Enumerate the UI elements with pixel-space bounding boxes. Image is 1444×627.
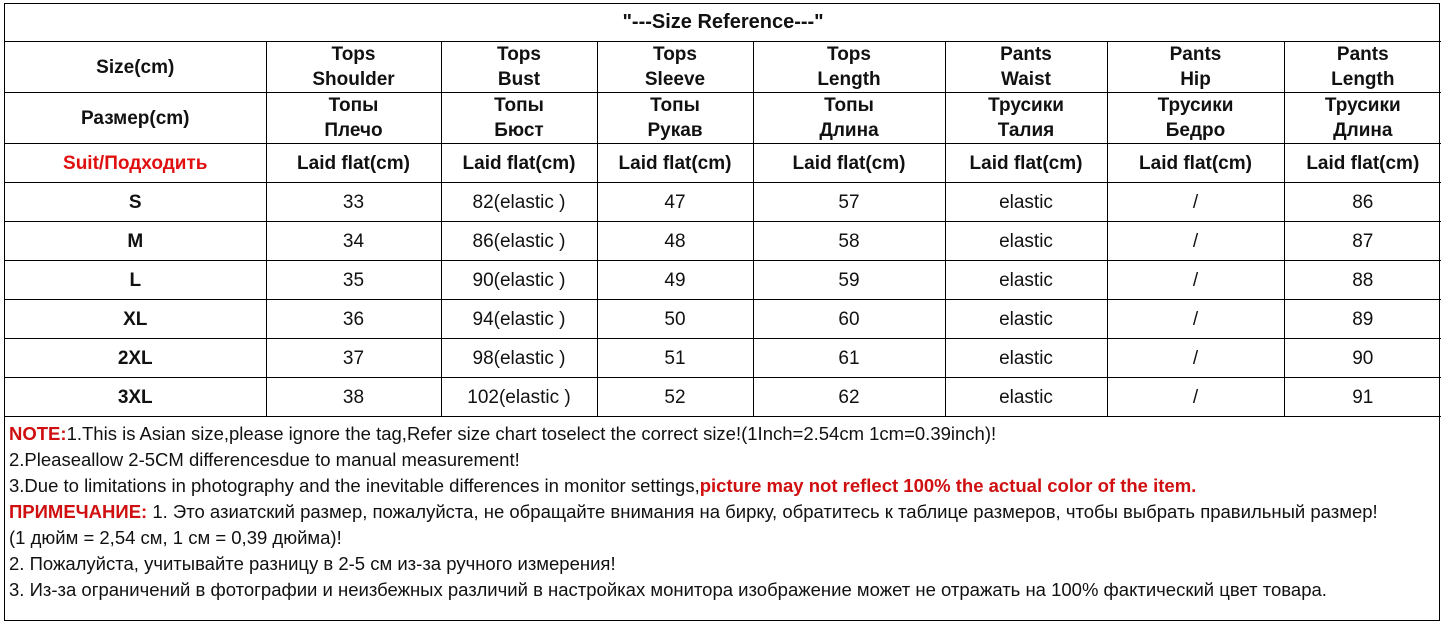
note-line-1: NOTE:1.This is Asian size,please ignore the tag,Refer size chart toselect the correct size!(1Inch=2.54cm 1cm=0.39inch)! xyxy=(9,423,997,444)
column-header xyxy=(1107,93,1284,144)
note-ru-line-2: 2. Пожалуйста, учитывайте разницу в 2-5 см из-за ручного измерения! xyxy=(9,553,616,574)
measurement-cell: elastic xyxy=(945,261,1107,300)
unit-cell: Laid flat(cm) xyxy=(597,144,753,183)
column-header xyxy=(597,42,753,93)
measurement-cell: elastic xyxy=(945,339,1107,378)
measurement-cell: 87 xyxy=(1284,222,1441,261)
note-ru-prefix: ПРИМЕЧАНИЕ: xyxy=(9,501,148,522)
size-cell: S xyxy=(5,183,266,222)
column-header-line: Рукав xyxy=(647,120,703,141)
column-header xyxy=(945,93,1107,144)
measurement-cell: 98(elastic ) xyxy=(441,339,597,378)
measurement-cell: 49 xyxy=(597,261,753,300)
column-header xyxy=(753,42,945,93)
column-header xyxy=(945,42,1107,93)
measurement-cell: 60 xyxy=(753,300,945,339)
column-header-line: Length xyxy=(1331,69,1395,90)
header-row-english xyxy=(5,42,1441,93)
measurement-cell: elastic xyxy=(945,183,1107,222)
measurement-cell: 91 xyxy=(1284,378,1441,417)
column-header xyxy=(753,93,945,144)
table-row xyxy=(5,378,1441,417)
size-cell: 3XL xyxy=(5,378,266,417)
size-cell: L xyxy=(5,261,266,300)
measurement-cell: 50 xyxy=(597,300,753,339)
measurement-cell: 86 xyxy=(1284,183,1441,222)
measurement-cell: / xyxy=(1107,261,1284,300)
note-ru-line-3: 3. Из-за ограничений в фотографии и неизбежных различий в настройках монитора изображение может не отражать на 100% фактический цвет товара. xyxy=(9,579,1327,600)
column-header-line: Tops xyxy=(497,44,541,65)
measurement-cell: 57 xyxy=(753,183,945,222)
measurement-cell: 33 xyxy=(266,183,441,222)
column-header-line: Hip xyxy=(1180,69,1211,90)
column-header-line: Плечо xyxy=(324,120,383,141)
measurement-cell: / xyxy=(1107,378,1284,417)
unit-cell: Laid flat(cm) xyxy=(1107,144,1284,183)
suit-label: Suit/Подходить xyxy=(5,144,266,183)
measurement-cell: elastic xyxy=(945,378,1107,417)
column-header-line: Sleeve xyxy=(644,69,706,90)
measurement-cell: 58 xyxy=(753,222,945,261)
measurement-cell: 94(elastic ) xyxy=(441,300,597,339)
column-header-line: Топы xyxy=(650,95,700,116)
column-header-line: Топы xyxy=(494,95,544,116)
column-header-line: Трусики xyxy=(988,95,1064,116)
measurement-cell: 38 xyxy=(266,378,441,417)
column-header xyxy=(266,93,441,144)
measurement-cell: elastic xyxy=(945,300,1107,339)
column-header-line: Топы xyxy=(328,95,379,116)
table-row xyxy=(5,261,1441,300)
column-header-line: Трусики xyxy=(1324,95,1401,116)
column-header-line: Pants xyxy=(1000,44,1052,65)
measurement-cell: elastic xyxy=(945,222,1107,261)
measurement-cell: 86(elastic ) xyxy=(441,222,597,261)
measurement-cell: 90 xyxy=(1284,339,1441,378)
measurement-cell: 52 xyxy=(597,378,753,417)
column-header-line: Tops xyxy=(331,44,376,65)
measurement-cell: 89 xyxy=(1284,300,1441,339)
unit-cell: Laid flat(cm) xyxy=(753,144,945,183)
column-header-line: Tops xyxy=(827,44,871,65)
unit-row xyxy=(5,144,1441,183)
column-header-line: Waist xyxy=(1001,69,1051,90)
table-row xyxy=(5,339,1441,378)
note-line-2: 2.Pleaseallow 2-5CM differencesdue to manual measurement! xyxy=(9,449,520,470)
column-header-line: Бюст xyxy=(494,120,544,141)
measurement-cell: 61 xyxy=(753,339,945,378)
column-header-line: Pants xyxy=(1169,44,1222,65)
header-label: Размер(cm) xyxy=(5,93,266,144)
table-row xyxy=(5,300,1441,339)
size-chart xyxy=(4,3,1440,621)
measurement-cell: 62 xyxy=(753,378,945,417)
unit-cell: Laid flat(cm) xyxy=(441,144,597,183)
column-header-line: Талия xyxy=(997,120,1055,141)
size-cell: XL xyxy=(5,300,266,339)
column-header-line: Tops xyxy=(653,44,697,65)
header-label: Size(cm) xyxy=(5,42,266,93)
measurement-cell: 88 xyxy=(1284,261,1441,300)
note-prefix: NOTE: xyxy=(9,423,67,444)
measurement-cell: 47 xyxy=(597,183,753,222)
column-header xyxy=(1284,42,1441,93)
measurement-cell: 34 xyxy=(266,222,441,261)
column-header xyxy=(441,42,597,93)
measurement-cell: 35 xyxy=(266,261,441,300)
table-row xyxy=(5,183,1441,222)
measurement-cell: / xyxy=(1107,300,1284,339)
header-row-russian xyxy=(5,93,1441,144)
unit-cell: Laid flat(cm) xyxy=(266,144,441,183)
note-ru-line-1: ПРИМЕЧАНИЕ: 1. Это азиатский размер, пожалуйста, не обращайте внимания на бирку, обратитесь к таблице размеров, чтобы выбрать правильный размер! xyxy=(9,501,1378,522)
size-reference-table xyxy=(5,4,1441,417)
column-header-line: Length xyxy=(817,69,881,90)
size-cell: 2XL xyxy=(5,339,266,378)
column-header-line: Трусики xyxy=(1157,95,1234,116)
measurement-cell: / xyxy=(1107,339,1284,378)
column-header-line: Длина xyxy=(819,120,879,141)
column-header-line: Бедро xyxy=(1165,120,1226,141)
column-header-line: Shoulder xyxy=(312,69,395,90)
unit-cell: Laid flat(cm) xyxy=(1284,144,1441,183)
measurement-cell: 48 xyxy=(597,222,753,261)
measurement-cell: 102(elastic ) xyxy=(441,378,597,417)
measurement-cell: 82(elastic ) xyxy=(441,183,597,222)
column-header xyxy=(1284,93,1441,144)
unit-cell: Laid flat(cm) xyxy=(945,144,1107,183)
measurement-cell: / xyxy=(1107,222,1284,261)
table-title: "---Size Reference---" xyxy=(5,4,1441,42)
measurement-cell: 36 xyxy=(266,300,441,339)
notes-section xyxy=(5,417,1439,603)
column-header-line: Bust xyxy=(497,69,541,90)
measurement-cell: 51 xyxy=(597,339,753,378)
size-cell: M xyxy=(5,222,266,261)
table-row xyxy=(5,222,1441,261)
note-ru-line-1b: (1 дюйм = 2,54 см, 1 см = 0,39 дюйма)! xyxy=(9,527,342,548)
measurement-cell: / xyxy=(1107,183,1284,222)
column-header-line: Pants xyxy=(1336,44,1389,65)
column-header xyxy=(441,93,597,144)
color-warning: picture may not reflect 100% the actual color of the item. xyxy=(699,475,1197,496)
measurement-cell: 90(elastic ) xyxy=(441,261,597,300)
size-rows xyxy=(5,183,1441,417)
column-header xyxy=(597,93,753,144)
column-header-line: Топы xyxy=(824,95,874,116)
measurement-cell: 59 xyxy=(753,261,945,300)
measurement-cell: 37 xyxy=(266,339,441,378)
column-header xyxy=(266,42,441,93)
note-line-3: 3.Due to limitations in photography and the inevitable differences in monitor settings,picture may not reflect 100% the actual color of the item. xyxy=(9,475,1197,496)
column-header-line: Длина xyxy=(1333,120,1393,141)
column-header xyxy=(1107,42,1284,93)
